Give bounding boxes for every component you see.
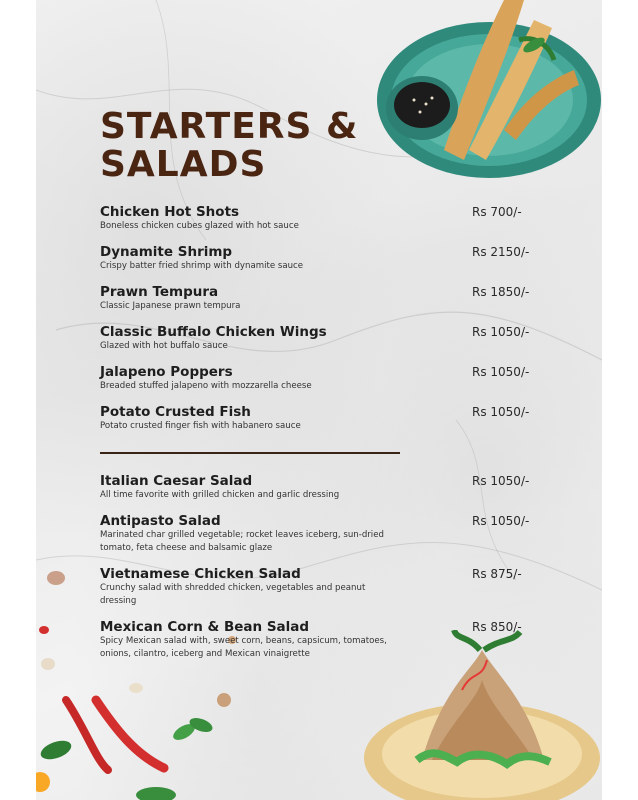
item-name: Mexican Corn & Bean Salad (100, 619, 310, 635)
menu-item (100, 404, 540, 444)
item-description: Marinated char grilled vegetable; rocket leaves iceberg, sun-dried tomato, feta cheese and balsamic glaze (100, 530, 384, 553)
menu-page (36, 0, 602, 800)
item-description: Classic Japanese prawn tempura (100, 301, 241, 311)
item-description: Potato crusted finger fish with habanero sauce (100, 421, 301, 431)
item-description: Glazed with hot buffalo sauce (100, 341, 228, 351)
item-price: Rs 1050/- (472, 325, 530, 339)
menu-item (100, 619, 540, 672)
item-price: Rs 875/- (472, 567, 522, 581)
page-title (100, 108, 358, 184)
item-name: Dynamite Shrimp (100, 244, 233, 260)
item-price: Rs 1050/- (472, 474, 530, 488)
item-name: Classic Buffalo Chicken Wings (100, 324, 327, 340)
item-price: Rs 850/- (472, 620, 522, 634)
menu-item (100, 324, 540, 364)
item-name: Antipasto Salad (100, 513, 221, 529)
item-price: Rs 700/- (472, 205, 522, 219)
item-name: Prawn Tempura (100, 284, 219, 300)
item-description: Crunchy salad with shredded chicken, vegetables and peanut dressing (100, 583, 366, 606)
menu-item (100, 364, 540, 404)
menu-item (100, 513, 540, 566)
menu-item (100, 473, 540, 513)
salads-section (100, 473, 540, 672)
item-price: Rs 1050/- (472, 405, 530, 419)
item-description: Breaded stuffed jalapeno with mozzarella cheese (100, 381, 312, 391)
menu-item (100, 566, 540, 619)
tempura-plate-image (374, 0, 602, 180)
starters-section (100, 204, 540, 444)
item-description: Spicy Mexican salad with, sweet corn, beans, capsicum, tomatoes, onions, cilantro, iceberg and Mexican vinaigrette (100, 636, 387, 659)
item-name: Vietnamese Chicken Salad (100, 566, 301, 582)
item-name: Chicken Hot Shots (100, 204, 240, 220)
item-name: Potato Crusted Fish (100, 404, 251, 420)
item-name: Italian Caesar Salad (100, 473, 253, 489)
title-line-2: SALADS (100, 144, 267, 185)
menu-item (100, 284, 540, 324)
section-divider (100, 452, 400, 454)
title-line-1: STARTERS & (100, 106, 359, 147)
item-price: Rs 1050/- (472, 514, 530, 528)
item-description: All time favorite with grilled chicken and garlic dressing (100, 490, 340, 500)
item-price: Rs 1850/- (472, 285, 530, 299)
item-price: Rs 2150/- (472, 245, 530, 259)
item-description: Boneless chicken cubes glazed with hot sauce (100, 221, 299, 231)
item-description: Crispy batter fried shrimp with dynamite sauce (100, 261, 304, 271)
menu-item (100, 204, 540, 244)
item-name: Jalapeno Poppers (100, 364, 233, 380)
menu-item (100, 244, 540, 284)
item-price: Rs 1050/- (472, 365, 530, 379)
